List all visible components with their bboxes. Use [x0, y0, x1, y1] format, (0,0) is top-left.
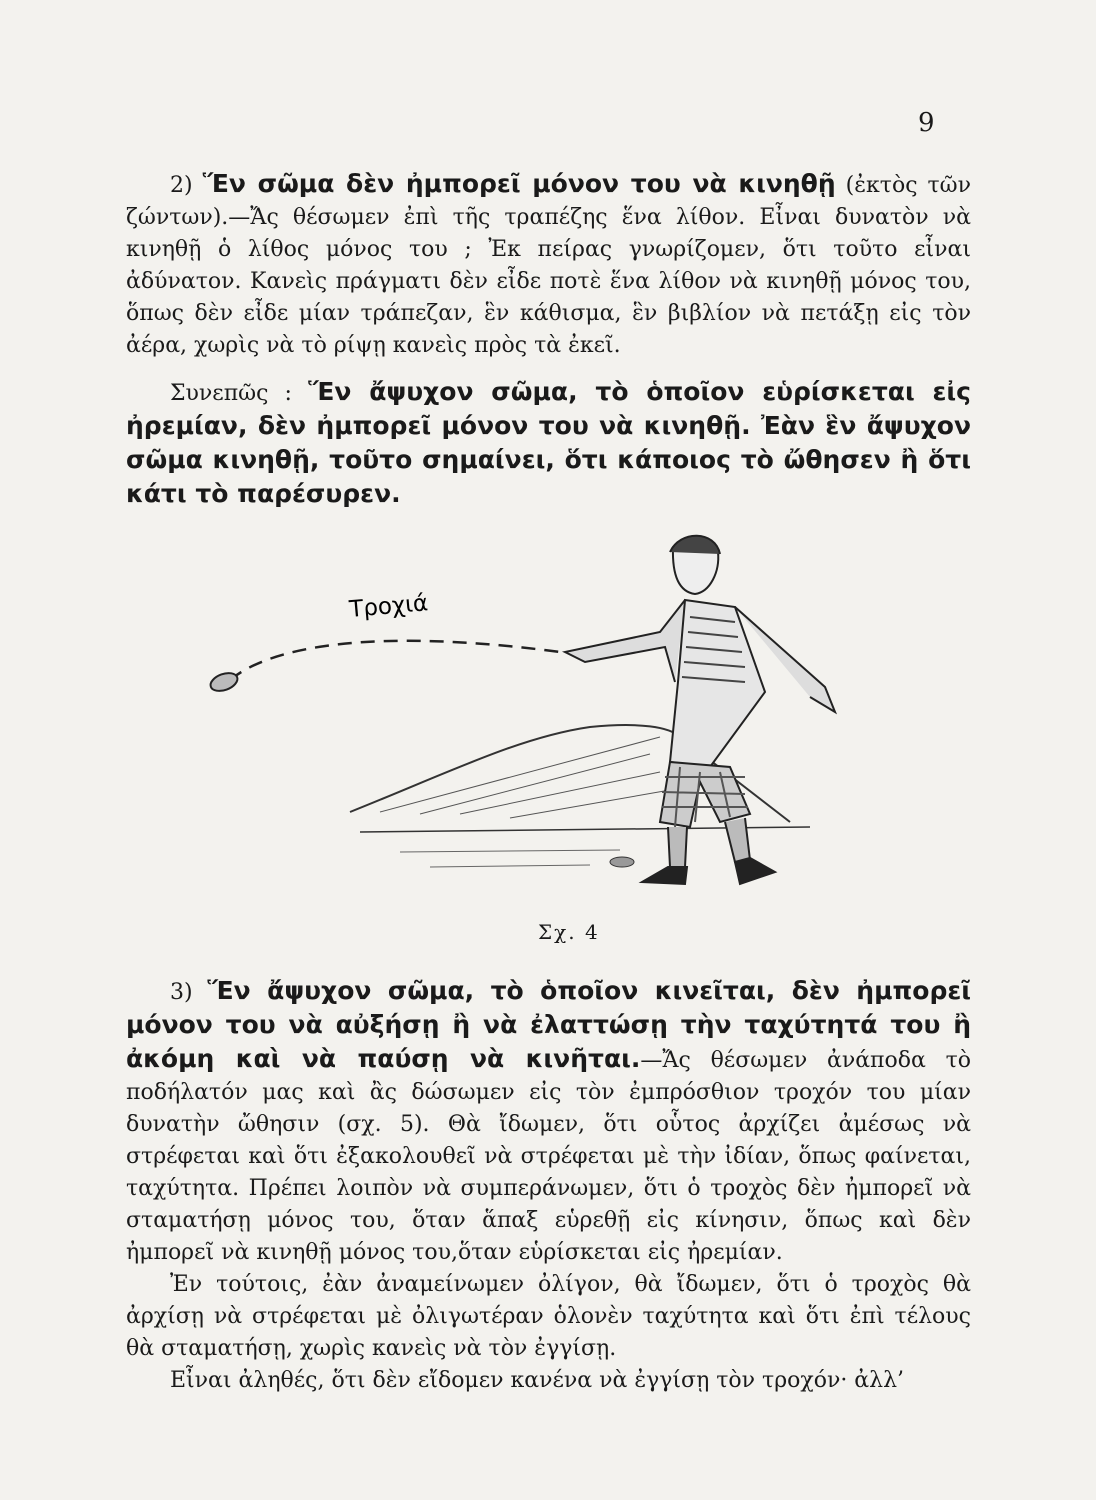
section-2 — [126, 168, 971, 362]
flying-stone — [208, 670, 240, 695]
section-3-body: —Ἄς θέσωμεν ἀνάποδα τὸ ποδήλατόν μας καὶ ἂς δώσωμεν εἰς τὸν ἐμπρόσθιον τροχόν του μίαν δυνατὴν ὤθησιν (σχ. 5). Θὰ ἴδωμεν, ὅτι οὗτος ἀρχίζει ἀμέσως νὰ στρέφεται καὶ ὅτι ἐξακολουθεῖ νὰ στρέφεται μὲ τὴν ἰδίαν, ὅπως φαίνεται, ταχύτητα. Πρέπει λοιπὸν νὰ συμπεράνωμεν, ὅτι ὁ τροχὸς δὲν ἠμπορεῖ νὰ σταματήσῃ μόνος του, ὅταν ἅπαξ εὑρεθῇ εἰς κίνησιν, ὅπως καὶ δὲν ἠμπορεῖ νὰ κινηθῇ μόνος του,ὅταν εὑρίσκεται εἰς ἠρεμίαν. — [126, 1048, 971, 1265]
section-3-heading: Ἕν ἄψυχον σῶμα, τὸ ὁποῖον κινεῖται, δὲν ἠμπορεῖ μόνον του νὰ αὐξήσῃ ἢ νὰ ἐλαττώσῃ τὴν ταχύτητά του ἢ ἀκόμη καὶ νὰ παύσῃ νὰ κινῆται. — [126, 976, 972, 1073]
section-2-body: τῶν ζώντων).—Ἄς θέσωμεν ἐπὶ τῆς τραπέζης ἕνα λίθον. Εἶναι δυνατὸν νὰ κινηθῇ ὁ λίθος μόνος του ; Ἐκ πείρας γνωρίζομεν, ὅτι τοῦτο εἶναι ἀδύνατον. Κανεὶς πράγματι δὲν εἶδε ποτὲ ἕνα λίθον νὰ κινηθῇ μόνος του, ὅπως δὲν εἶδε μίαν τράπεζαν, ἓν κάθισμα, ἓν βιβλίον νὰ πετάξῃ εἰς τὸν ἀέρα, χωρὶς νὰ τὸ ρίψῃ κανεὶς πρὸς τὰ ἐκεῖ. — [126, 173, 971, 358]
trajectory-path — [230, 641, 560, 680]
section-2-heading-paren: (ἐκτὸς — [845, 173, 918, 198]
hill-shading — [380, 737, 670, 818]
figure-4-illustration — [190, 522, 870, 922]
section-2-paragraph — [126, 168, 971, 362]
section-3 — [126, 975, 971, 1397]
conclusion-lead: Συνεπῶς : — [170, 381, 292, 406]
conclusion — [126, 376, 971, 512]
section-3-paragraph — [126, 975, 971, 1269]
ground-stone — [610, 857, 634, 867]
page-number: 9 — [918, 108, 935, 138]
section-2-label: 2) — [170, 173, 193, 198]
conclusion-bold: Ἕν ἄψυχον σῶμα, τὸ ὁποῖον εὑρίσκεται εἰς ἠρεμίαν, δὲν ἠμπορεῖ μόνον του νὰ κινηθῇ. Ἐὰν ἓν ἄψυχον σῶμα κινηθῇ, τοῦτο σημαίνει, ὅτι κάποιος τὸ ὤθησεν ἢ ὅτι κάτι τὸ παρέσυρεν. — [126, 377, 971, 508]
boy-figure — [565, 536, 835, 884]
boy-throwing-stone-drawing — [190, 522, 870, 922]
paragraph-en-toutois: Ἐν τούτοις, ἐὰν ἀναμείνωμεν ὀλίγον, θὰ ἴδωμεν, ὅτι ὁ τροχὸς θὰ ἀρχίσῃ νὰ στρέφεται μὲ ὀλιγωτέραν ὁλονὲν ταχύτητα καὶ ὅτι ἐπὶ τέλους θὰ σταματήσῃ, χωρὶς κανεὶς νὰ τὸν ἐγγίσῃ. — [126, 1272, 971, 1361]
trajectory-label: Τροχιά — [348, 590, 430, 623]
paragraph-last: Εἶναι ἀληθές, ὅτι δὲν εἴδομεν κανένα νὰ ἐγγίσῃ τὸν τροχόν· ἀλλ’ — [170, 1368, 905, 1393]
section-3-label: 3) — [170, 980, 193, 1005]
conclusion-paragraph — [126, 376, 971, 512]
ground-texture — [400, 850, 620, 867]
figure-caption: Σχ. 4 — [538, 920, 600, 944]
section-2-heading: Ἕν σῶμα δὲν ἠμπορεῖ μόνον του νὰ κινηθῇ — [202, 169, 836, 198]
